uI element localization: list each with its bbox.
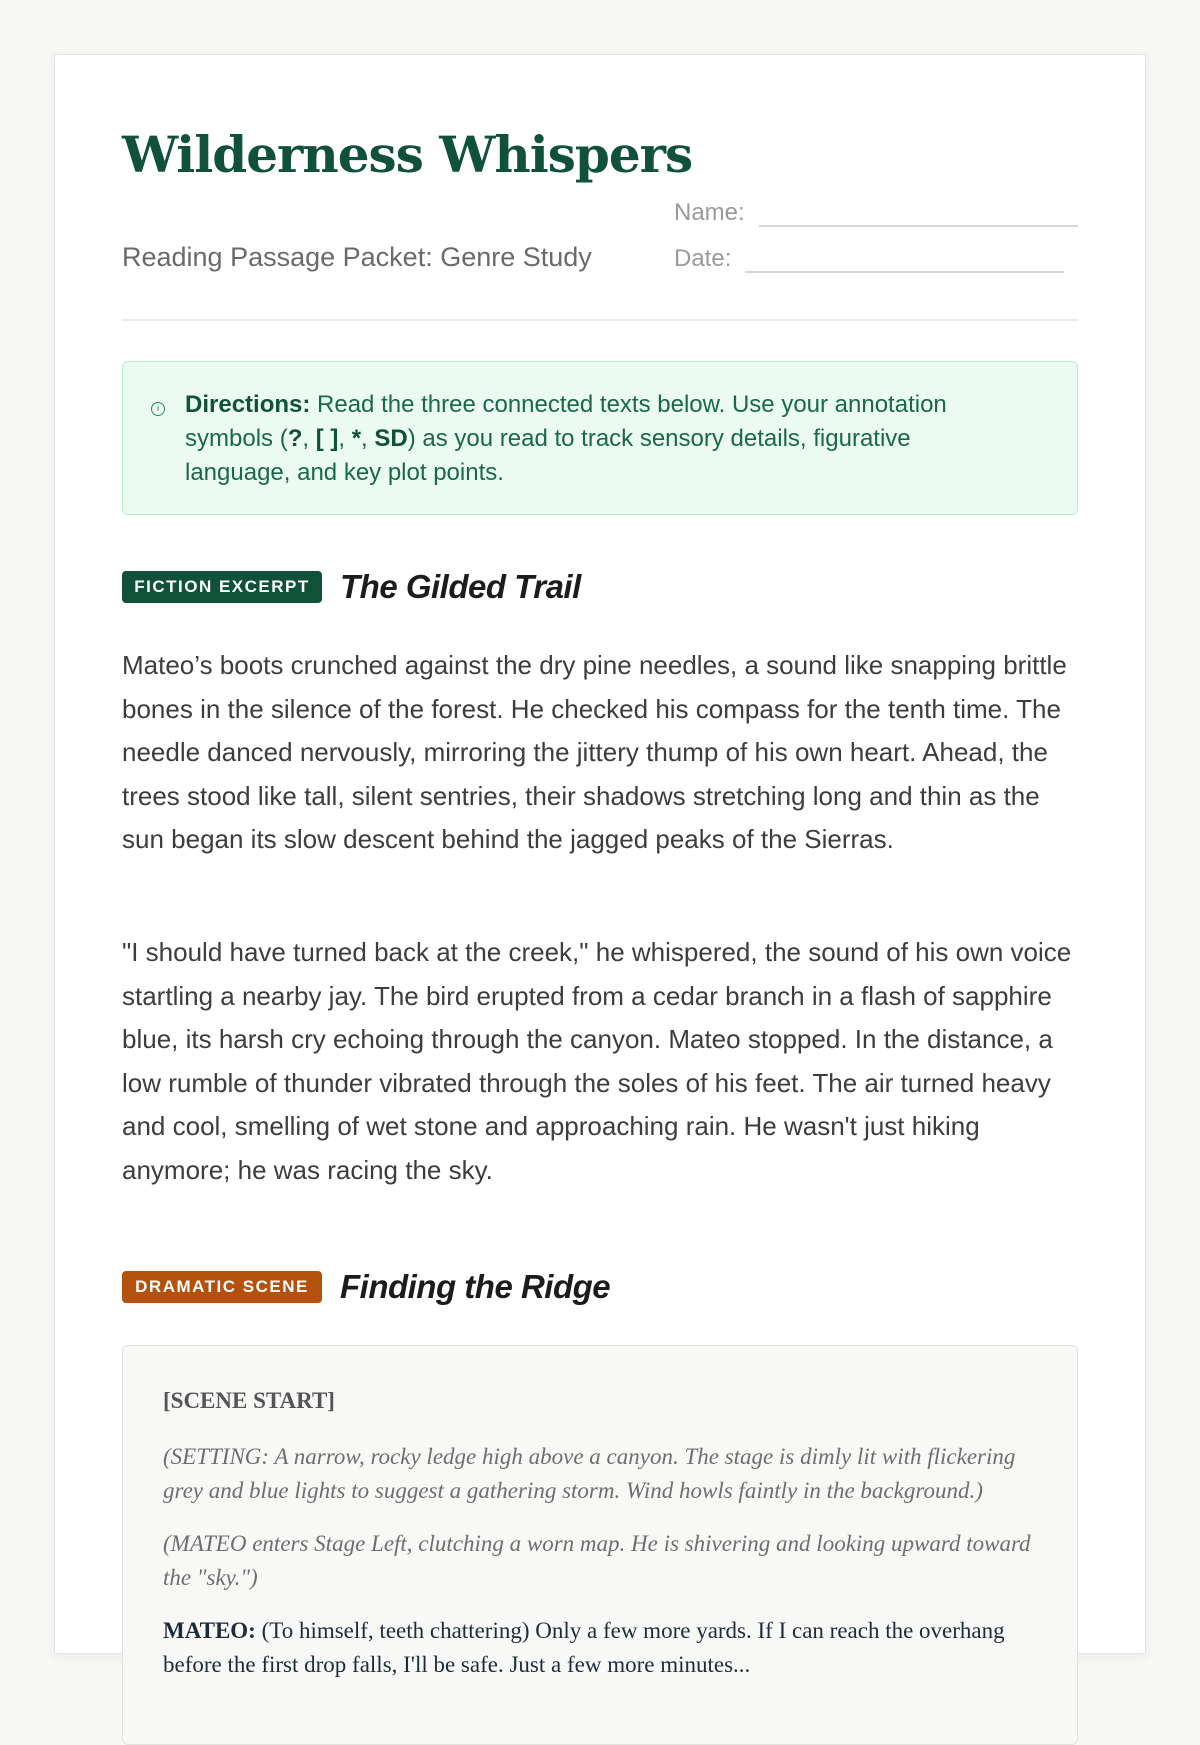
header-divider [122,319,1078,321]
info-icon: i [151,402,165,416]
stage-direction-setting: (SETTING: A narrow, rocky ledge high above a canyon. The stage is dimly lit with flickering grey and blue lights to suggest a gathering storm. Wind howls faintly in the background.) [163,1444,1016,1503]
directions-callout [122,361,1078,515]
name-field [674,181,1078,227]
stage-direction-entrance: (MATEO enters Stage Left, clutching a worn map. He is shivering and looking upward toward the "sky.") [163,1531,1031,1590]
date-label: Date: [674,245,732,272]
page-title: Wilderness Whispers [122,125,693,184]
date-field [674,227,1078,273]
drama-section-header [122,1268,610,1306]
fiction-paragraph-1: Mateo’s boots crunched against the dry pine needles, a sound like snapping brittle bones in the silence of the forest. He checked his compass for the tenth time. The needle danced nervously, mirroring the jittery thump of his own heart. Ahead, the trees stood like tall, silent sentries, their shadows stretching long and thin as the sun began its slow descent behind the jagged peaks of the Sierras. [122,650,1067,854]
page-subtitle: Reading Passage Packet: Genre Study [122,242,592,272]
symbol-question: ? [287,425,303,452]
student-info-fields [674,181,1078,273]
fiction-title: The Gilded Trail [340,568,581,605]
fiction-section-header [122,568,581,606]
worksheet-page [54,54,1146,1677]
fiction-excerpt-badge: FICTION EXCERPT [122,571,322,603]
directions-text: Directions: Read the three connected texts below. Use your annotation symbols (?, [ ], *, SD) as you read to track sensory details, figurative language, and key plot points. [185,391,947,486]
directions-label: Directions: [185,391,311,418]
dialogue-text: (To himself, teeth chattering) Only a few more yards. If I can reach the overhang before the first drop falls, I'll be safe. Just a few more minutes... [163,1618,1005,1677]
name-label: Name: [674,199,745,226]
fiction-paragraph-2: "I should have turned back at the creek," he whispered, the sound of his own voice startling a nearby jay. The bird erupted from a cedar branch in a flash of sapphire blue, its harsh cry echoing through the canyon. Mateo stopped. In the distance, a low rumble of thunder vibrated through the soles of his feet. The air turned heavy and cool, smelling of wet stone and approaching rain. He wasn't just hiking anymore; he was racing the sky. [122,937,1072,1185]
name-input-line[interactable] [759,197,1078,227]
symbol-sd: SD [374,425,408,452]
dialogue-line [163,1614,1043,1682]
symbol-brackets: [ ] [315,425,339,452]
directions-text-after: ) as you read to track sensory details, figurative language, and key plot points. [185,425,911,486]
script-box [122,1345,1078,1745]
symbol-star: * [351,425,362,452]
speaker-name: MATEO: [163,1618,256,1643]
drama-title: Finding the Ridge [340,1268,611,1305]
page-header [122,125,1078,305]
date-input-line[interactable] [745,243,1064,273]
directions-text-before: Read the three connected texts below. Use your annotation symbols ( [185,391,947,452]
dramatic-scene-badge: DRAMATIC SCENE [122,1271,322,1303]
scene-start-marker: [SCENE START] [163,1388,335,1413]
